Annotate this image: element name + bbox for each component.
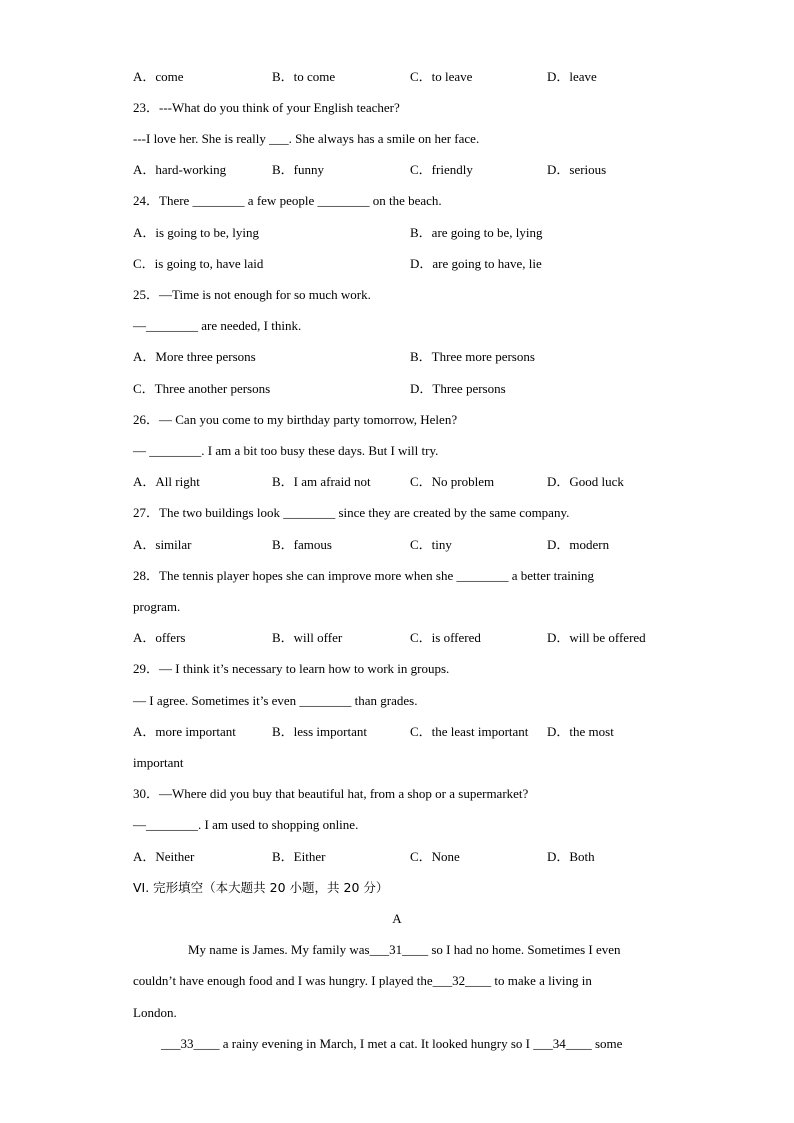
option-B: D．are going to have, lie: [410, 256, 542, 271]
option-B: B．Three more persons: [410, 349, 535, 364]
text-line: important: [133, 755, 184, 770]
option-A: A．More three persons: [133, 349, 256, 364]
option-row: [133, 848, 673, 866]
option-D: D．the most: [547, 724, 614, 739]
option-D: D．Both: [547, 849, 595, 864]
option-row: [133, 161, 673, 179]
text-line: —________ are needed, I think.: [133, 318, 302, 333]
text-line: —________. I am used to shopping online.: [133, 817, 359, 832]
option-D: D．serious: [547, 162, 607, 177]
option-row: [133, 629, 673, 647]
option-A: A．similar: [133, 537, 192, 552]
option-B: B．I am afraid not: [272, 474, 371, 489]
text-line: 30．—Where did you buy that beautiful hat, from a shop or a supermarket?: [133, 786, 529, 801]
option-row: [133, 68, 673, 86]
text-line: 23．---What do you think of your English teacher?: [133, 100, 400, 115]
option-A: A．hard-working: [133, 162, 227, 177]
text-line: ___33____ a rainy evening in March, I met a cat. It looked hungry so I ___34____ some: [161, 1036, 623, 1051]
text-line: 29．— I think it’s necessary to learn how to work in groups.: [133, 661, 450, 676]
text-line: couldn’t have enough food and I was hungry. I played the___32____ to make a living in: [133, 973, 592, 988]
option-C: C．No problem: [410, 474, 495, 489]
option-row: [133, 723, 673, 741]
option-A: C．is going to, have laid: [133, 256, 264, 271]
option-C: C．the least important: [410, 724, 529, 739]
option-C: C．None: [410, 849, 460, 864]
text-line: 26．— Can you come to my birthday party tomorrow, Helen?: [133, 412, 458, 427]
option-row: [133, 473, 673, 491]
option-C: C．is offered: [410, 630, 481, 645]
option-row: [133, 224, 673, 242]
option-A: A．come: [133, 69, 184, 84]
option-B: B．to come: [272, 69, 336, 84]
option-row: [133, 348, 673, 366]
text-line: My name is James. My family was___31____ so I had no home. Sometimes I even: [188, 942, 621, 957]
option-row: [133, 536, 673, 554]
option-C: C．friendly: [410, 162, 473, 177]
option-C: C．tiny: [410, 537, 452, 552]
option-D: D．will be offered: [547, 630, 646, 645]
option-row: [133, 255, 673, 273]
option-A: C．Three another persons: [133, 381, 271, 396]
option-A: A．more important: [133, 724, 236, 739]
option-B: B．famous: [272, 537, 332, 552]
option-row: [133, 380, 673, 398]
option-B: B．will offer: [272, 630, 343, 645]
text-line: ---I love her. She is really ___. She always has a smile on her face.: [133, 131, 480, 146]
text-line: — ________. I am a bit too busy these days. But I will try.: [133, 443, 439, 458]
option-B: B．less important: [272, 724, 367, 739]
text-line: 28．The tennis player hopes she can improve more when she ________ a better training: [133, 568, 595, 583]
option-A: A．All right: [133, 474, 200, 489]
option-D: D．leave: [547, 69, 597, 84]
passage-label: A: [392, 911, 402, 926]
text-line: 24．There ________ a few people ________ on the beach.: [133, 193, 442, 208]
option-A: A．is going to be, lying: [133, 225, 260, 240]
text-line: 25．—Time is not enough for so much work.: [133, 287, 371, 302]
option-D: D．Good luck: [547, 474, 624, 489]
option-D: D．modern: [547, 537, 610, 552]
text-line: program.: [133, 599, 181, 614]
text-line: London.: [133, 1005, 177, 1020]
option-B: D．Three persons: [410, 381, 506, 396]
section-heading: VI. 完形填空（本大题共 20 小题，共 20 分）: [133, 880, 389, 895]
option-B: B．are going to be, lying: [410, 225, 543, 240]
option-B: B．Either: [272, 849, 326, 864]
option-B: B．funny: [272, 162, 325, 177]
option-A: A．offers: [133, 630, 186, 645]
option-A: A．Neither: [133, 849, 195, 864]
option-C: C．to leave: [410, 69, 473, 84]
text-line: — I agree. Sometimes it’s even ________ than grades.: [133, 693, 418, 708]
text-line: 27．The two buildings look ________ since they are created by the same company.: [133, 505, 570, 520]
